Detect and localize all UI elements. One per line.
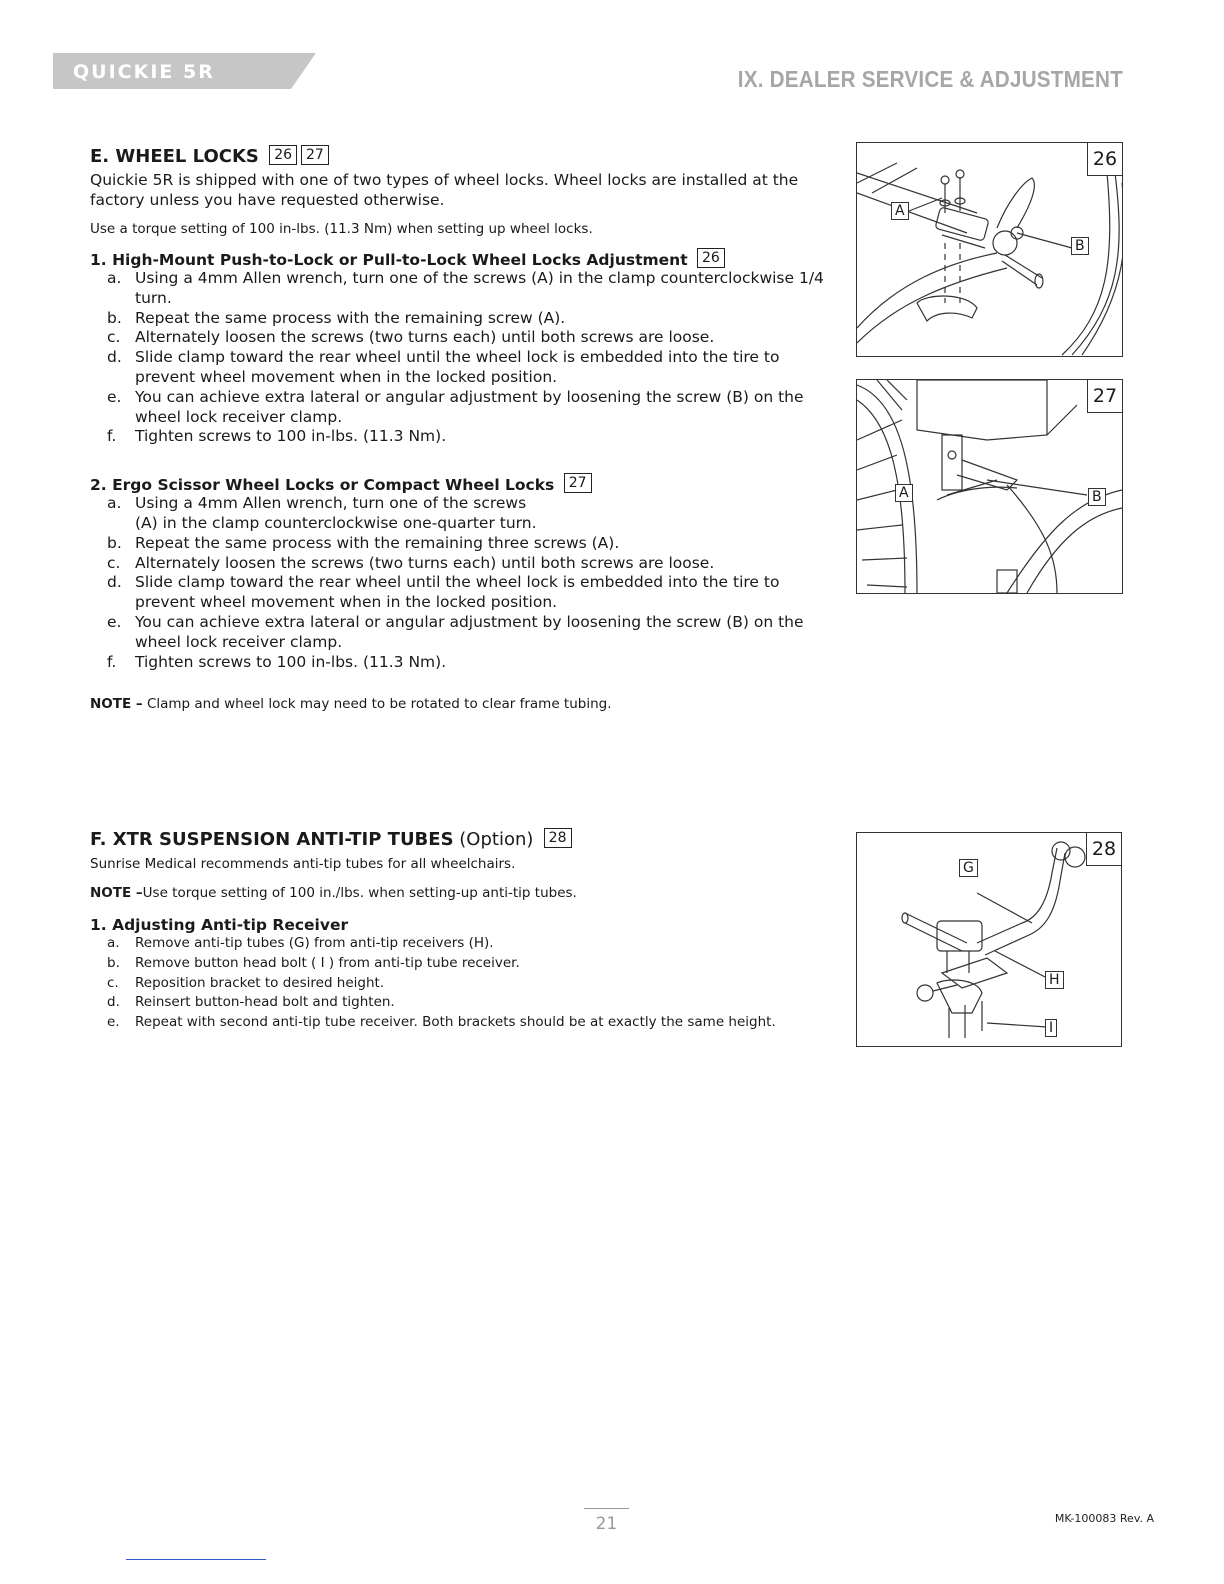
section-wheel-locks <box>90 145 825 713</box>
step-mark: c. <box>107 974 119 991</box>
section-e-torque: Use a torque setting of 100 in-lbs. (11.3 Nm) when setting up wheel locks. <box>90 221 593 237</box>
sub2-title <box>90 473 825 494</box>
list-item <box>90 534 825 554</box>
list-item <box>90 934 825 954</box>
step-text: Using a 4mm Allen wrench, turn one of the screws (A) in the clamp counterclockwise 1/4 turn. <box>135 269 824 307</box>
sub1-title-text: 1. High-Mount Push-to-Lock or Pull-to-Lock Wheel Locks Adjustment <box>90 251 688 269</box>
section-anti-tip <box>90 828 825 1033</box>
note-text: Clamp and wheel lock may need to be rotated to clear frame tubing. <box>142 696 612 713</box>
step-text: Repeat the same process with the remaining screw (A). <box>135 308 566 327</box>
step-text: Repeat the same process with the remaining three screws (A). <box>135 533 620 552</box>
list-item <box>90 328 825 348</box>
step-mark: e. <box>107 612 122 631</box>
sub2-steps <box>90 494 825 672</box>
list-item <box>90 554 825 574</box>
section-e-intro: Quickie 5R is shipped with one of two types of wheel locks. Wheel locks are installed at the factory unless you have requested otherwise. <box>90 171 799 209</box>
list-item <box>90 954 825 974</box>
note-label: NOTE – <box>90 696 143 713</box>
figure-27 <box>856 379 1123 594</box>
step-text: Remove button head bolt ( I ) from anti-tip tube receiver. <box>135 954 520 971</box>
figure-26 <box>856 142 1123 357</box>
step-text: Repeat with second anti-tip tube receiver. Both brackets should be at exactly the same height. <box>135 1014 776 1031</box>
step-text: Alternately loosen the screws (two turns each) until both screws are loose. <box>135 553 715 572</box>
sub2-title-text: 2. Ergo Scissor Wheel Locks or Compact Wheel Locks <box>90 476 555 495</box>
list-item <box>90 348 825 388</box>
figure-26-label-b: B <box>1071 237 1089 255</box>
figure-ref-26[interactable]: 26 <box>269 145 297 165</box>
step-text: Reinsert button-head bolt and tighten. <box>135 994 395 1011</box>
sub1-steps <box>90 269 825 447</box>
section-e-title-text: E. WHEEL LOCKS <box>90 146 259 167</box>
list-item <box>90 974 825 994</box>
figure-ref-27[interactable]: 27 <box>301 145 329 165</box>
step-text: Alternately loosen the screws (two turns each) until both screws are loose. <box>135 328 715 347</box>
figure-28-number: 28 <box>1086 833 1121 866</box>
figure-26-number: 26 <box>1087 143 1122 176</box>
document-code: MK-100083 Rev. A <box>1054 1512 1154 1525</box>
step-mark: b. <box>107 308 122 327</box>
note-text: Use torque setting of 100 in./lbs. when setting-up anti-tip tubes. <box>142 885 577 901</box>
section-f-note <box>90 884 825 902</box>
step-mark: d. <box>107 573 122 592</box>
sub1-title <box>90 248 825 269</box>
list-item <box>90 309 825 329</box>
section-f-title <box>90 828 825 850</box>
step-mark: c. <box>107 328 121 347</box>
list-item <box>90 653 825 673</box>
note-label: NOTE – <box>90 885 143 901</box>
step-mark: b. <box>107 533 122 552</box>
step-mark: c. <box>107 553 121 572</box>
figure-ref-26[interactable]: 26 <box>697 248 725 268</box>
anti-tip-tube-illustration <box>857 833 1121 1046</box>
step-text: Using a 4mm Allen wrench, turn one of the screws <box>135 494 527 513</box>
list-item <box>90 388 825 428</box>
step-text: Slide clamp toward the rear wheel until the wheel lock is embedded into the tire to prevent wheel movement when in the locked position. <box>135 348 780 386</box>
list-item <box>90 993 825 1013</box>
figure-28 <box>856 832 1122 1047</box>
figure-28-label-i: I <box>1045 1019 1057 1037</box>
figure-28-label-h: H <box>1045 971 1064 989</box>
section-e-title <box>90 145 825 167</box>
figure-27-label-b: B <box>1088 488 1106 506</box>
brand-tab <box>53 53 316 89</box>
list-item <box>90 269 825 309</box>
step-mark: d. <box>107 348 122 367</box>
step-mark: d. <box>107 994 120 1011</box>
figure-27-label-a: A <box>895 484 913 502</box>
section-f-intro: Sunrise Medical recommends anti-tip tubes for all wheelchairs. <box>90 856 516 872</box>
list-item <box>90 1013 825 1033</box>
figure-26-label-a: A <box>891 202 909 220</box>
step-mark: e. <box>107 387 122 406</box>
section-f-title-text: F. XTR SUSPENSION ANTI-TIP TUBES <box>90 829 454 850</box>
step-text: You can achieve extra lateral or angular adjustment by loosening the screw (B) on the wheel lock receiver clamp. <box>135 387 804 426</box>
figure-ref-27[interactable]: 27 <box>564 473 592 493</box>
section-f-steps <box>90 934 825 1033</box>
list-item <box>90 613 825 653</box>
step-text: Reposition bracket to desired height. <box>135 974 385 991</box>
step-mark: a. <box>107 269 122 287</box>
step-text: Remove anti-tip tubes (G) from anti-tip receivers (H). <box>135 935 494 951</box>
step-text: Tighten screws to 100 in-lbs. (11.3 Nm). <box>135 652 447 671</box>
step-text: Slide clamp toward the rear wheel until the wheel lock is embedded into the tire to prevent wheel movement when in the locked position. <box>135 573 780 612</box>
footer-rule <box>126 1559 266 1560</box>
section-e-note <box>90 695 825 713</box>
figure-27-number: 27 <box>1087 380 1122 413</box>
page-number: 21 <box>584 1508 629 1534</box>
step-mark: e. <box>107 1014 120 1031</box>
brand-name: QUICKIE 5R <box>73 61 215 83</box>
step-text-line2: (A) in the clamp counterclockwise one-quarter turn. <box>135 513 537 532</box>
step-text: You can achieve extra lateral or angular adjustment by loosening the screw (B) on the wheel lock receiver clamp. <box>135 612 804 651</box>
list-item <box>90 494 825 534</box>
list-item <box>90 573 825 613</box>
step-text: Tighten screws to 100 in-lbs. (11.3 Nm). <box>135 427 447 446</box>
figure-ref-28[interactable]: 28 <box>544 828 572 848</box>
step-mark: f. <box>107 427 117 446</box>
step-mark: a. <box>107 935 120 951</box>
step-mark: a. <box>107 494 122 513</box>
step-mark: f. <box>107 652 117 671</box>
figure-28-label-g: G <box>959 859 978 877</box>
list-item <box>90 427 825 447</box>
section-f-sub1-title: 1. Adjusting Anti-tip Receiver <box>90 916 349 934</box>
section-f-title-suffix: (Option) <box>453 829 534 850</box>
step-mark: b. <box>107 954 120 971</box>
section-header: IX. DEALER SERVICE & ADJUSTMENT <box>737 66 1123 92</box>
